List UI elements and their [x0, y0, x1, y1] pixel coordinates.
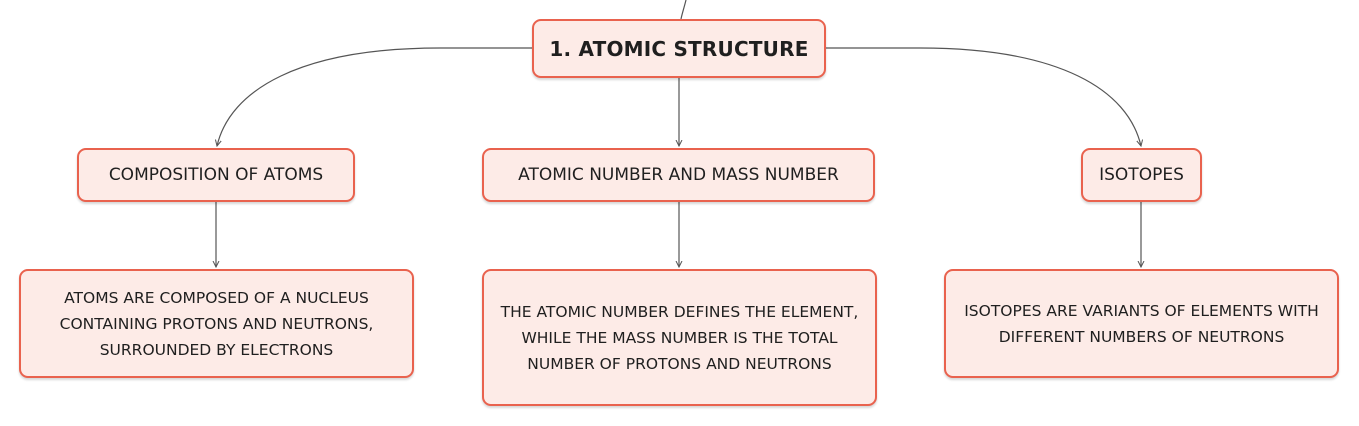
root-title: 1. ATOMIC STRUCTURE [549, 36, 809, 61]
leaf-node-composition-detail[interactable] [19, 269, 414, 378]
leaf-node-isotopes-detail[interactable] [944, 269, 1339, 378]
branch-label: ATOMIC NUMBER AND MASS NUMBER [518, 165, 839, 185]
connector-root-to-composition [217, 48, 532, 146]
leaf-text: ATOMS ARE COMPOSED OF A NUCLEUS CONTAINING PROTONS AND NEUTRONS, SURROUNDED BY ELECTRONS [59, 288, 374, 359]
branch-node-composition-of-atoms[interactable] [77, 148, 355, 202]
incoming-connector [681, 0, 686, 19]
branch-label: ISOTOPES [1099, 165, 1184, 185]
connector-root-to-isotopes [826, 48, 1141, 146]
branch-node-atomic-number-and-mass-number[interactable] [482, 148, 875, 202]
branch-node-isotopes[interactable] [1081, 148, 1202, 202]
leaf-node-atomic-number-detail[interactable] [482, 269, 877, 406]
root-node[interactable] [532, 19, 826, 78]
leaf-text: ISOTOPES ARE VARIANTS OF ELEMENTS WITH DIFFERENT NUMBERS OF NEUTRONS [964, 301, 1319, 346]
branch-label: COMPOSITION OF ATOMS [108, 165, 324, 185]
leaf-text: THE ATOMIC NUMBER DEFINES THE ELEMENT, WHILE THE MASS NUMBER IS THE TOTAL NUMBER OF PROTONS AND NEUTRONS [500, 302, 859, 373]
